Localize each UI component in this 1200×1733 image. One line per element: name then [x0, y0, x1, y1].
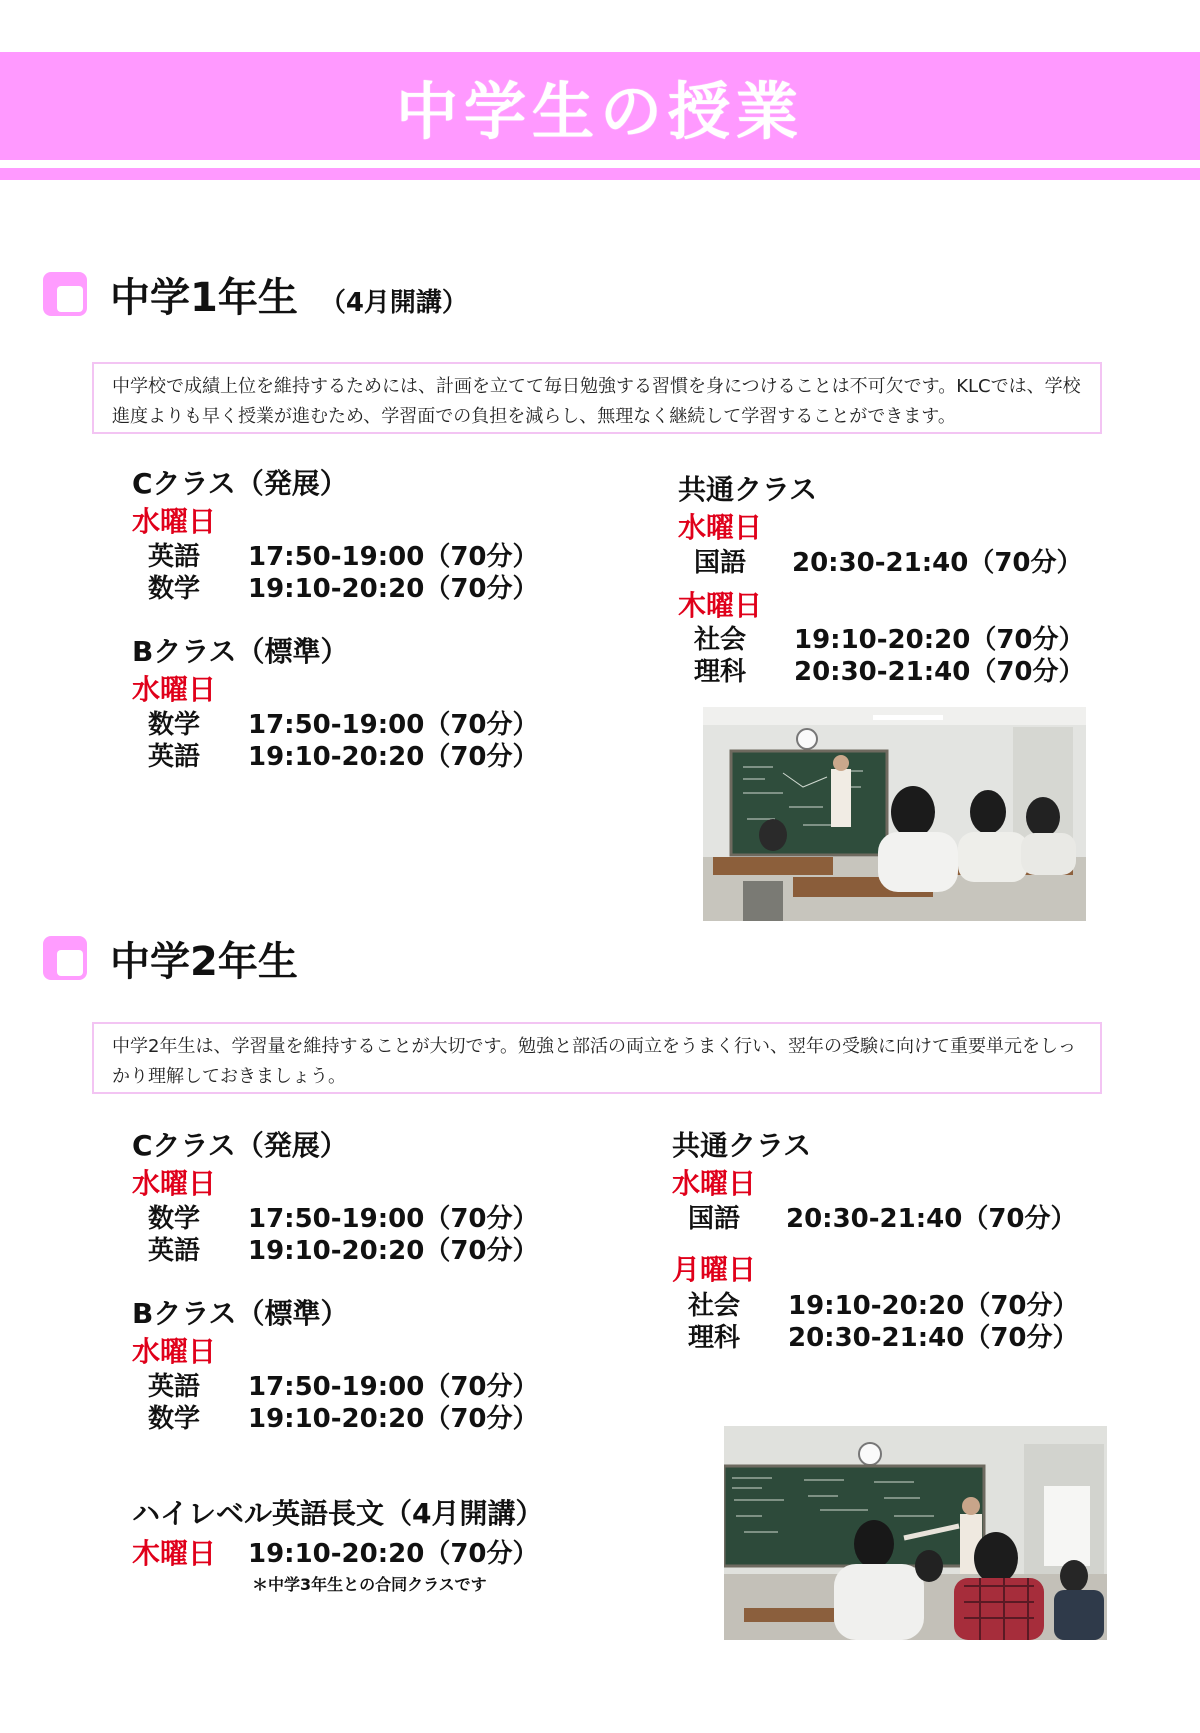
- section-marker-icon: [43, 936, 87, 980]
- time: 17:50-19:00（70分）: [248, 710, 539, 740]
- subject: 数学: [148, 1404, 201, 1434]
- time: 17:50-19:00（70分）: [248, 1204, 539, 1234]
- grade1-common-class-name: 共通クラス: [678, 473, 818, 506]
- grade1-c-class-day: 水曜日: [132, 505, 217, 538]
- classroom-photo-illustration: [724, 1426, 1107, 1640]
- time: 19:10-20:20（70分）: [248, 1236, 539, 1266]
- grade2-c-class-name: Cクラス（発展）: [132, 1129, 348, 1162]
- grade1-common-day1: 水曜日: [678, 511, 763, 544]
- high-level-english-name: ハイレベル英語長文（4月開講）: [132, 1497, 544, 1530]
- subject: 国語: [694, 548, 747, 578]
- subject: 数学: [148, 574, 201, 604]
- subject: 英語: [148, 1236, 201, 1266]
- grade2-common-class-name: 共通クラス: [672, 1129, 812, 1162]
- grade1-b-class-day: 水曜日: [132, 673, 217, 706]
- grade1-description: 中学校で成績上位を維持するためには、計画を立てて毎日勉強する習慣を身につけることは不可欠です。KLCでは、学校進度よりも早く授業が進むため、学習面での負担を減らし、無理なく継続して学習することができます。: [92, 362, 1102, 434]
- grade2-common-day1: 水曜日: [672, 1167, 757, 1200]
- grade2-common-day2: 月曜日: [672, 1253, 757, 1286]
- time: 17:50-19:00（70分）: [248, 542, 539, 572]
- schedule-row: [688, 1291, 1079, 1321]
- schedule-row: [688, 1323, 1079, 1353]
- schedule-row: [148, 542, 539, 572]
- subject: 理科: [694, 657, 747, 687]
- subject: 英語: [148, 742, 201, 772]
- grade1-title: 中学1年生: [110, 275, 298, 321]
- grade2-title: 中学2年生: [110, 939, 298, 985]
- grade1-heading: [110, 275, 468, 321]
- schedule-row: [148, 1236, 539, 1266]
- classroom-photo: [724, 1426, 1107, 1640]
- time: 20:30-21:40（70分）: [794, 657, 1085, 687]
- time: 20:30-21:40（70分）: [788, 1323, 1079, 1353]
- grade1-b-class-name: Bクラス（標準）: [132, 635, 349, 668]
- time: 19:10-20:20（70分）: [248, 1404, 539, 1434]
- grade2-b-class-day: 水曜日: [132, 1335, 217, 1368]
- schedule-row: [694, 625, 1085, 655]
- schedule-row: [694, 548, 1083, 578]
- grade2-b-class-name: Bクラス（標準）: [132, 1297, 349, 1330]
- classroom-photo-illustration: [703, 707, 1086, 921]
- header-stripe: [0, 168, 1200, 180]
- subject: 英語: [148, 1372, 201, 1402]
- subject: 国語: [688, 1204, 741, 1234]
- grade1-c-class-name: Cクラス（発展）: [132, 467, 348, 500]
- page-title: 中学生の授業: [395, 74, 804, 148]
- grade2-description: 中学2年生は、学習量を維持することが大切です。勉強と部活の両立をうまく行い、翌年の受験に向けて重要単元をしっかり理解しておきましょう。: [92, 1022, 1102, 1094]
- subject: 社会: [688, 1291, 741, 1321]
- section-marker-icon: [43, 272, 87, 316]
- time: 19:10-20:20（70分）: [788, 1291, 1079, 1321]
- classroom-photo: [703, 707, 1086, 921]
- subject: 数学: [148, 1204, 201, 1234]
- schedule-row: [148, 1404, 539, 1434]
- page-header-banner: [0, 52, 1200, 160]
- high-level-english-time: 19:10-20:20（70分）: [248, 1539, 539, 1569]
- schedule-row: [148, 574, 539, 604]
- time: 19:10-20:20（70分）: [248, 742, 539, 772]
- time: 20:30-21:40（70分）: [792, 548, 1083, 578]
- subject: 社会: [694, 625, 747, 655]
- schedule-row: [148, 1372, 539, 1402]
- time: 20:30-21:40（70分）: [786, 1204, 1077, 1234]
- time: 19:10-20:20（70分）: [248, 574, 539, 604]
- schedule-row: [148, 710, 539, 740]
- grade1-subtitle: （4月開講）: [319, 288, 468, 318]
- grade2-c-class-day: 水曜日: [132, 1167, 217, 1200]
- schedule-row: [688, 1204, 1077, 1234]
- subject: 理科: [688, 1323, 741, 1353]
- subject: 数学: [148, 710, 201, 740]
- grade1-common-day2: 木曜日: [678, 589, 763, 622]
- schedule-row: [148, 1204, 539, 1234]
- high-level-english-note: ＊中学3年生との合同クラスです: [252, 1575, 487, 1594]
- schedule-row: [694, 657, 1085, 687]
- time: 19:10-20:20（70分）: [794, 625, 1085, 655]
- subject: 英語: [148, 542, 201, 572]
- time: 17:50-19:00（70分）: [248, 1372, 539, 1402]
- schedule-row: [148, 742, 539, 772]
- high-level-english-day: 木曜日: [132, 1537, 217, 1570]
